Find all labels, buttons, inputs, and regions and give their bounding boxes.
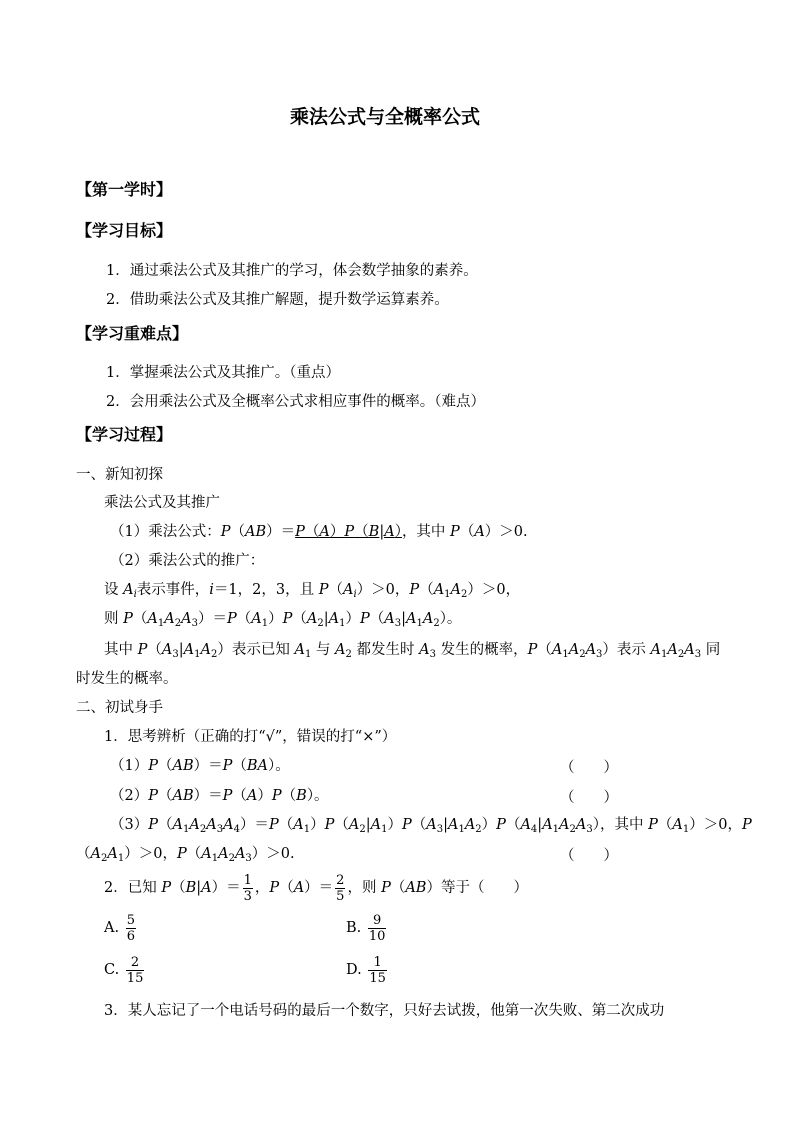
section-goals: 【学习目标】 [76,221,173,240]
option-b[interactable]: B. $\frac{9}{10}$ [346,912,386,944]
goal-item: 1．通过乘法公式及其推广的学习，体会数学抽象的素养。 [106,263,478,279]
keypoint-item: 2．会用乘法公式及全概率公式求相应事件的概率。（难点） [106,394,485,410]
fraction: $\frac{2}{15}$ [126,954,144,986]
question-1-stem: 1．思考辨析（正确的打“√”，错误的打“×”） [104,729,397,745]
answer-blank[interactable]: （ ） [560,790,618,806]
question-1-item-3: $(3)P(A_1A_2A_3A_4)=P(A_1)P(A_2|A_1)P(A_3|A_1A_2)P(A_4|A_1A_2A_3)$，其中 $P(A_1)>0$，P [110,817,752,835]
answer-blank[interactable]: （ ） [560,848,618,864]
question-3-stem: 3．某人忘记了一个电话号码的最后一个数字，只好去试拨，他第一次失败、第二次成功 [104,1003,665,1019]
fraction: $\frac{5}{6}$ [126,912,135,944]
section-period: 【第一学时】 [76,180,173,199]
formula-multiplication: （1）乘法公式：P（AB）＝P（A）P（B|A），其中 P（A）＞0. [110,524,528,540]
part1-heading: 一、新知初探 [76,467,163,483]
part1-subheading: 乘法公式及其推广 [104,495,220,511]
question-1-item-3-cont: $(A_2A_1)>0$，$P(A_1A_2A_3)>0$. [76,846,295,864]
formula-explanation: 其中 $P(A_3|A_1A_2)$表示已知 $A_1$ 与 $A_2$ 都发生时 $A_3$ 发生的概率，$P(A_1A_2A_3)$表示 $A_1A_2A_3$ 同 [104,642,721,660]
formula-extension: 则 $P(A_1A_2A_3)=P(A_1)P(A_2|A_1)P(A_3|A_1A_2)$。 [104,611,462,629]
answer-blank[interactable]: （ ） [560,760,618,776]
page-title: 乘法公式与全概率公式 [290,106,481,128]
question-1-item-1: （1）P（AB）＝P（BA）。 [110,758,290,774]
question-2-stem: 2．已知 P（B|A）＝ $\frac{1}{3}$ ，P（A）＝ $\frac{2}{5}$ ，则 P（AB）等于（ ） [104,872,528,904]
section-process: 【学习过程】 [76,425,173,444]
option-d[interactable]: D. $\frac{1}{15}$ [346,954,386,986]
question-1-item-2: （2）P（AB）＝P（A）P（B）。 [110,788,329,804]
option-c[interactable]: C. $\frac{2}{15}$ [104,954,144,986]
fraction: $\frac{1}{15}$ [369,954,386,986]
keypoint-item: 1．掌握乘法公式及其推广。（重点） [106,365,340,381]
part2-heading: 二、初试身手 [76,700,163,716]
goal-item: 2．借助乘法公式及其推广解题，提升数学运算素养。 [106,292,449,308]
fraction: $\frac{1}{3}$ [243,872,252,904]
formula-extension-heading: （2）乘法公式的推广： [110,553,265,569]
fraction: $\frac{9}{10}$ [368,912,386,944]
option-a[interactable]: A. $\frac{5}{6}$ [104,912,135,944]
section-keypoints: 【学习重难点】 [76,324,189,343]
formula-explanation-cont: 时发生的概率。 [76,671,178,687]
formula-extension-condition: 设 $A_i$表示事件，i＝1，2，3，且 $P(A_i)>0$，$P(A_1A_2)>0$， [104,582,521,600]
fraction: $\frac{2}{5}$ [336,872,345,904]
